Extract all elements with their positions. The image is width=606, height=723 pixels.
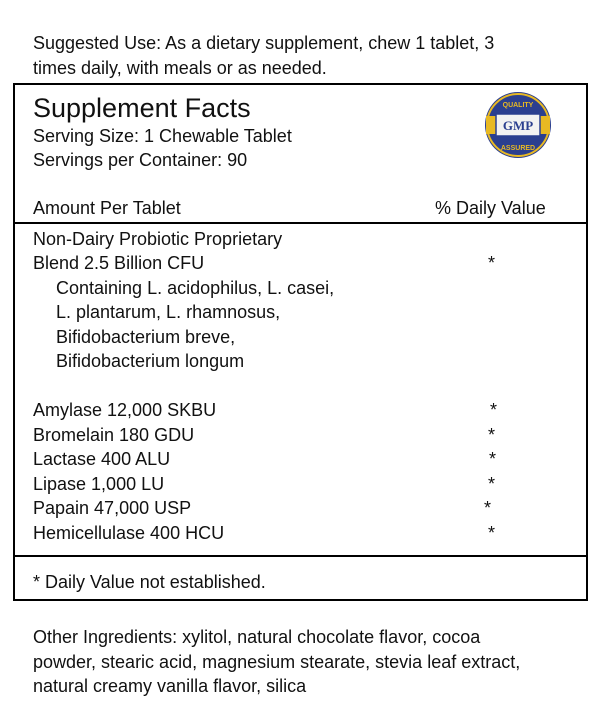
suggested-use-line-1: Suggested Use: As a dietary supplement, chew 1 tablet, 3 — [33, 33, 495, 53]
daily-value-footnote: * Daily Value not established. — [33, 572, 266, 592]
nutrient-daily-value: * — [484, 498, 492, 518]
gmp-quality-badge-icon — [482, 89, 554, 161]
nutrient-daily-value: * — [488, 523, 496, 543]
blend-sub-line: Bifidobacterium breve, — [56, 327, 236, 347]
suggested-use-line-2: times daily, with meals or as needed. — [33, 57, 327, 78]
supplement-facts-panel — [13, 83, 588, 601]
nutrient-daily-value: * — [488, 474, 496, 494]
other-ingredients — [33, 625, 593, 699]
servings-per-container: Servings per Container: 90 — [33, 150, 248, 170]
other-ingredients-line-1: Other Ingredients: xylitol, natural chocolate flavor, cocoa — [33, 627, 481, 647]
blend-sub-line: Bifidobacterium longum — [56, 351, 245, 371]
header-divider — [15, 222, 586, 224]
badge-bottom-text: ASSURED — [500, 145, 536, 152]
badge-top-text: QUALITY — [502, 102, 534, 109]
panel-title: Supplement Facts — [33, 93, 251, 123]
footnote-divider — [15, 555, 586, 557]
badge-center-text: GMP — [502, 118, 534, 133]
suggested-use — [33, 31, 593, 80]
nutrient-name: Amylase 12,000 SKBU — [33, 400, 217, 420]
other-ingredients-line-3: natural creamy vanilla flavor, silica — [33, 676, 307, 696]
other-ingredients-line-2: powder, stearic acid, magnesium stearate, stevia leaf extract, — [33, 651, 521, 672]
blend-daily-value: * — [488, 253, 496, 273]
nutrient-name: Lipase 1,000 LU — [33, 474, 165, 494]
nutrient-name: Hemicellulase 400 HCU — [33, 523, 225, 543]
nutrient-daily-value: * — [490, 400, 498, 420]
nutrient-name: Bromelain 180 GDU — [33, 425, 195, 445]
blend-line-1: Non-Dairy Probiotic Proprietary — [33, 229, 283, 249]
blend-sub-line: L. plantarum, L. rhamnosus, — [56, 302, 281, 322]
nutrient-name: Lactase 400 ALU — [33, 449, 171, 469]
nutrient-daily-value: * — [488, 425, 496, 445]
amount-per-tablet-header: Amount Per Tablet — [33, 198, 181, 218]
blend-sub-line: Containing L. acidophilus, L. casei, — [56, 278, 335, 298]
daily-value-header: % Daily Value — [435, 198, 546, 218]
blend-line-2: Blend 2.5 Billion CFU — [33, 253, 205, 273]
nutrient-name: Papain 47,000 USP — [33, 498, 192, 518]
serving-size: Serving Size: 1 Chewable Tablet — [33, 126, 292, 146]
nutrient-daily-value: * — [489, 449, 497, 469]
